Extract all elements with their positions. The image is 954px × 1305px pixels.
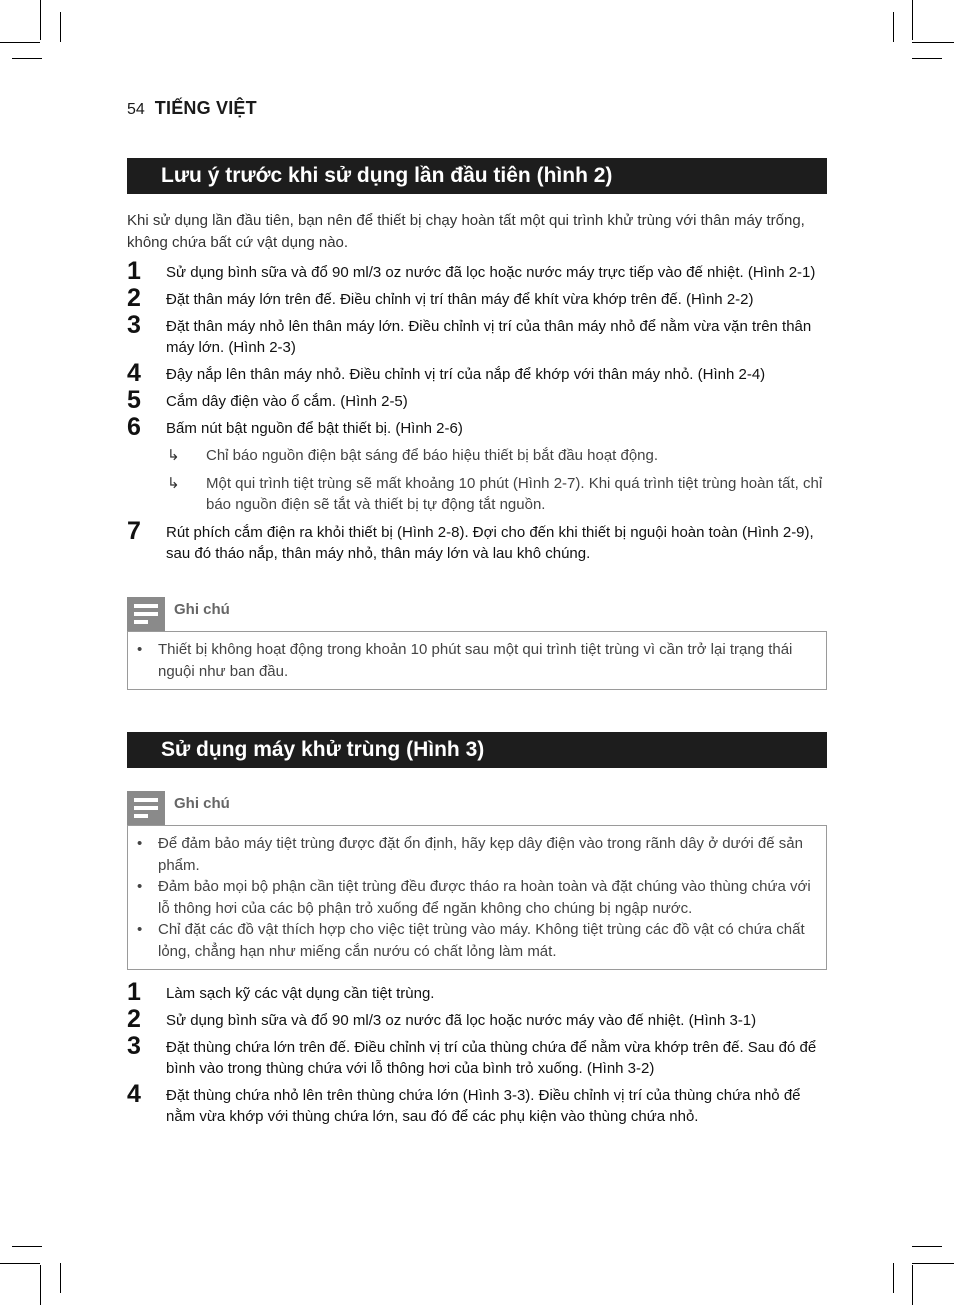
crop-mark xyxy=(893,1263,894,1293)
intro-paragraph: Khi sử dụng lần đầu tiên, bạn nên để thiết bị chạy hoàn tất một qui trình khử trùng với thân máy trống, không chứa bất cứ vật dụng nào. xyxy=(127,212,805,251)
step-item xyxy=(127,1005,827,1033)
step-item xyxy=(127,978,827,1006)
result-text: Một qui trình tiệt trùng sẽ mất khoảng 10 phút (Hình 2-7). Khi quá trình tiệt trùng hoàn tất, chỉ báo nguồn điện sẽ tắt và thiết bị tự động tắt nguồn. xyxy=(206,474,823,513)
step-item xyxy=(127,386,827,414)
step-number: 1 xyxy=(127,978,141,1006)
step-item xyxy=(127,359,827,387)
crop-mark xyxy=(60,1263,61,1293)
crop-mark xyxy=(912,42,954,43)
crop-mark xyxy=(912,1265,913,1305)
usage-steps xyxy=(127,978,827,1133)
note-box xyxy=(127,631,827,690)
step-text: Đặt thân máy nhỏ lên thân máy lớn. Điều chỉnh vị trí của thân máy nhỏ để nằm vừa vặn trên thân máy lớn. (Hình 2-3) xyxy=(166,318,812,356)
step-item xyxy=(127,311,827,358)
step-item xyxy=(127,1080,827,1127)
note-text: Đảm bảo mọi bộ phận cần tiệt trùng đều được tháo ra hoàn toàn và đặt chúng vào thùng chứa với lỗ thông hơi của các bộ phận trỏ xuống để ngăn không cho chúng bị ngập nước. xyxy=(158,878,811,917)
bullet-icon: • xyxy=(137,921,143,938)
crop-mark xyxy=(12,58,42,59)
step-text: Làm sạch kỹ các vật dụng cần tiệt trùng. xyxy=(166,985,435,1002)
step-text: Rút phích cắm điện ra khỏi thiết bị (Hình 2-8). Đợi cho đến khi thiết bị nguội hoàn toàn (Hình 2-9), sau đó tháo nắp, thân máy nhỏ, thân máy lớn và lau khô chúng. xyxy=(166,523,814,562)
crop-mark xyxy=(60,12,61,42)
note-header xyxy=(127,791,827,825)
step-text: Sử dụng bình sữa và đổ 90 ml/3 oz nước đã lọc hoặc nước máy trực tiếp vào đế nhiệt. (Hình 2-1) xyxy=(166,264,816,281)
step-number: 1 xyxy=(127,257,141,285)
crop-mark xyxy=(40,1265,41,1305)
step-item xyxy=(127,284,827,312)
step-text: Đặt thùng chứa lớn trên đế. Điều chỉnh vị trí của thùng chứa để nằm vừa khớp trên đế. Sau đó để bình vào trong thùng chứa với lỗ thông hơi của bình trỏ xuống. (Hình 3-2) xyxy=(166,1039,817,1077)
bullet-icon: • xyxy=(137,878,143,895)
crop-mark xyxy=(912,1246,942,1247)
crop-mark xyxy=(912,1263,954,1264)
note-item xyxy=(128,919,816,962)
step-number: 4 xyxy=(127,1080,141,1108)
bullet-icon: • xyxy=(137,835,143,852)
note-item xyxy=(128,876,816,919)
result-arrow-icon: ↳ xyxy=(167,447,180,464)
section-title-first-use: Lưu ý trước khi sử dụng lần đầu tiên (hình 2) xyxy=(127,158,827,194)
step-item xyxy=(127,257,827,285)
step-number: 3 xyxy=(127,311,141,339)
step-number: 2 xyxy=(127,284,141,312)
note-header xyxy=(127,597,827,631)
step-text: Bấm nút bật nguồn để bật thiết bị. (Hình 2-6) xyxy=(166,420,463,437)
note-icon xyxy=(127,791,165,825)
page-header xyxy=(127,98,257,126)
note-item xyxy=(128,639,816,682)
step-text: Đậy nắp lên thân máy nhỏ. Điều chỉnh vị trí của nắp để khớp với thân máy nhỏ. (Hình 2-4) xyxy=(166,366,766,383)
crop-mark xyxy=(0,1263,40,1264)
step-number: 4 xyxy=(127,359,141,387)
language-label: TIẾNG VIỆT xyxy=(154,98,257,118)
note-item xyxy=(128,833,816,876)
note-label: Ghi chú xyxy=(174,795,230,812)
note-label: Ghi chú xyxy=(174,601,230,618)
step-item xyxy=(127,516,827,564)
step-text: Cắm dây điện vào ổ cắm. (Hình 2-5) xyxy=(166,393,408,410)
crop-mark xyxy=(12,1246,42,1247)
step-text: Đặt thân máy lớn trên đế. Điều chỉnh vị trí thân máy để khít vừa khớp trên đế. (Hình 2-2) xyxy=(166,291,754,308)
note-text: Thiết bị không hoạt động trong khoản 10 phút sau một qui trình tiệt trùng vì cần trở lại trạng thái nguội như ban đầu. xyxy=(158,641,793,680)
crop-mark xyxy=(912,0,913,40)
note-box xyxy=(127,825,827,970)
first-use-steps xyxy=(127,257,827,570)
step-number: 2 xyxy=(127,1005,141,1033)
note-text: Để đảm bảo máy tiệt trùng được đặt ổn định, hãy kẹp dây điện vào trong rãnh dây ở dưới đế sản phẩm. xyxy=(158,835,803,874)
crop-mark xyxy=(0,42,40,43)
result-item xyxy=(127,445,827,467)
note-text: Chỉ đặt các đồ vật thích hợp cho việc tiệt trùng vào máy. Không tiệt trùng các đồ vật có chứa chất lỏng, chẳng hạn như miếng cắn nướu có chất lỏng làm mát. xyxy=(158,921,805,960)
step-item xyxy=(127,1032,827,1079)
step-item xyxy=(127,413,827,441)
result-text: Chỉ báo nguồn điện bật sáng để báo hiệu thiết bị bắt đầu hoạt động. xyxy=(206,447,659,464)
step-text: Sử dụng bình sữa và đổ 90 ml/3 oz nước đã lọc hoặc nước máy vào đế nhiệt. (Hình 3-1) xyxy=(166,1012,757,1029)
section-title-usage: Sử dụng máy khử trùng (Hình 3) xyxy=(127,732,827,768)
result-item xyxy=(127,473,827,516)
step-number: 5 xyxy=(127,386,141,414)
crop-mark xyxy=(40,0,41,40)
result-arrow-icon: ↳ xyxy=(167,474,180,492)
note-icon xyxy=(127,597,165,631)
step-number: 3 xyxy=(127,1032,141,1060)
step-text: Đặt thùng chứa nhỏ lên trên thùng chứa lớn (Hình 3-3). Điều chỉnh vị trí của thùng chứa nhỏ để nằm vừa khớp với thùng chứa lớn, sau đó để các phụ kiện vào thùng chứa nhỏ. xyxy=(166,1087,801,1125)
step-number: 6 xyxy=(127,413,141,441)
bullet-icon: • xyxy=(137,641,143,658)
crop-mark xyxy=(893,12,894,42)
crop-mark xyxy=(912,58,942,59)
step-number: 7 xyxy=(127,516,141,545)
page-number: 54 xyxy=(127,101,145,118)
